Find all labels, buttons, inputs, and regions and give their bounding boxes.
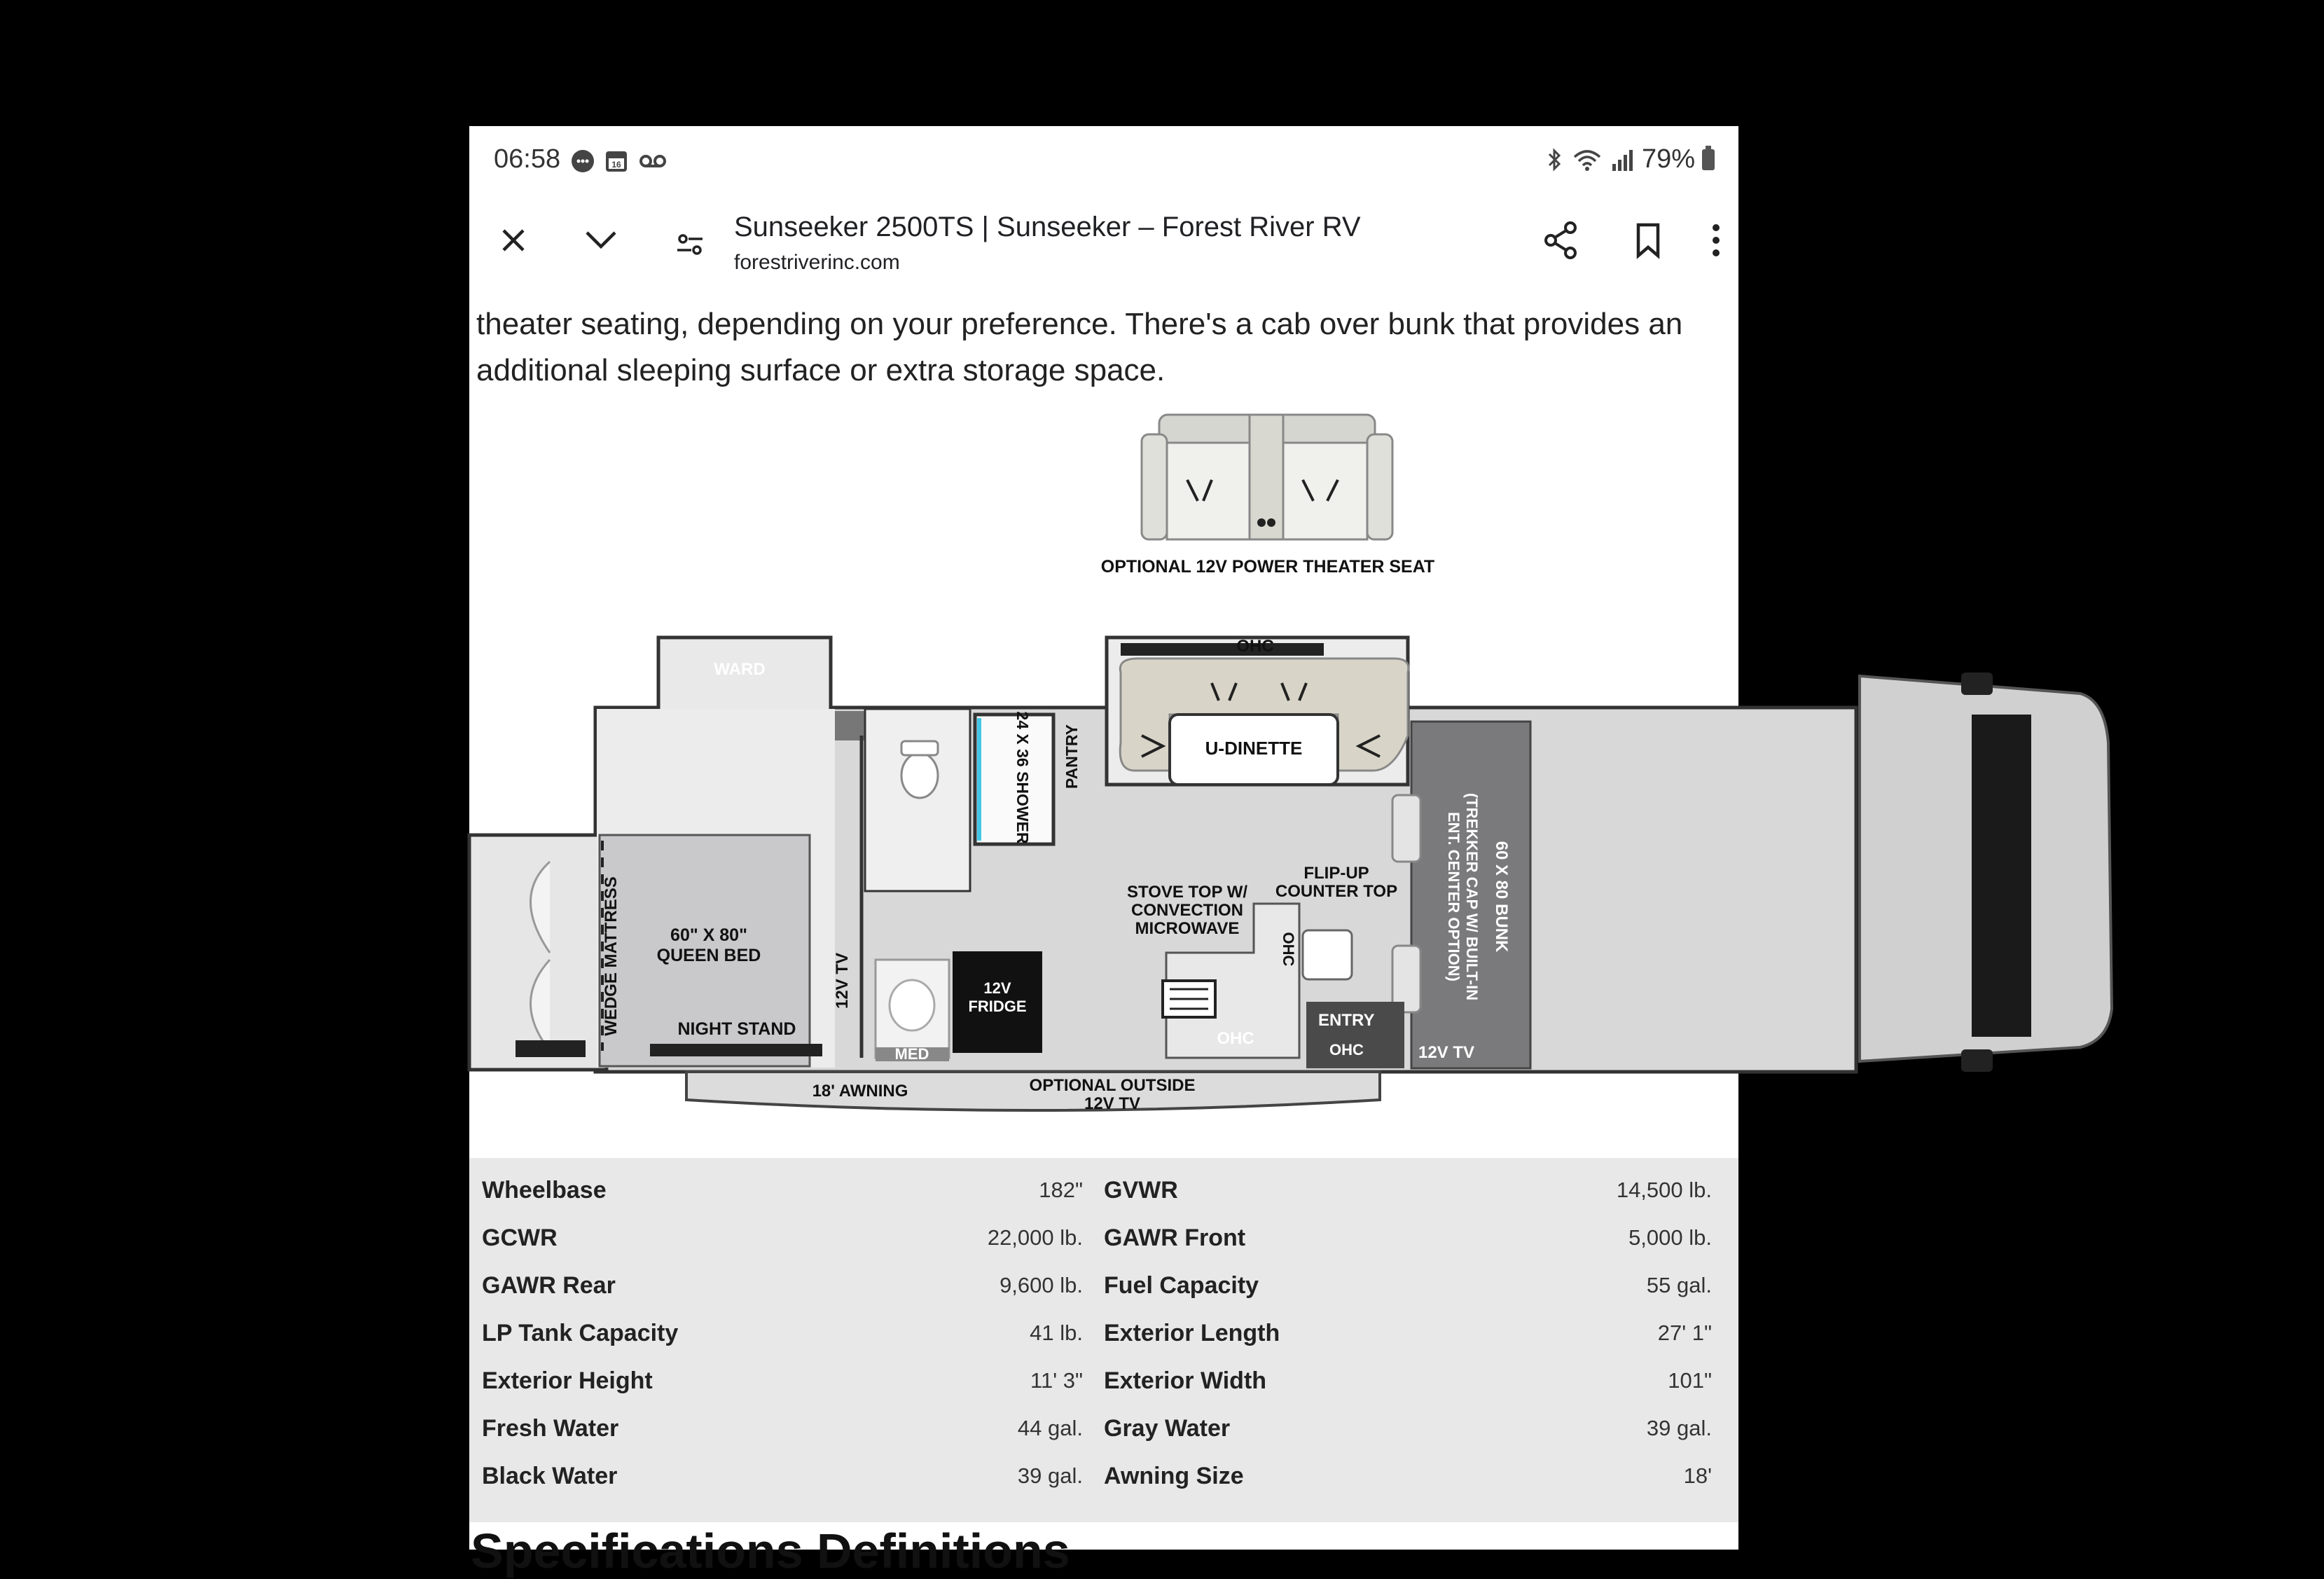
ward-label: WARD (714, 660, 766, 679)
spec-row: Gray Water 39 gal. (1104, 1414, 1712, 1442)
status-bar (469, 126, 1738, 196)
page-url[interactable]: forestriverinc.com (734, 251, 900, 274)
tune-icon (675, 230, 705, 258)
close-icon (499, 226, 527, 254)
spec-row: Fuel Capacity 55 gal. (1104, 1271, 1712, 1299)
stove-label-2: CONVECTION (1130, 901, 1244, 920)
pantry-label: PANTRY (1063, 724, 1081, 789)
shower-label: 24 X 36 SHOWER (1014, 711, 1032, 844)
queen-bed-label: QUEEN BED (656, 946, 761, 965)
close-button[interactable] (482, 209, 545, 272)
battery-percent: 79% (1641, 144, 1695, 174)
outside-tv-label-1: OPTIONAL OUTSIDE (1029, 1076, 1196, 1095)
spec-row: Black Water 39 gal. (482, 1462, 1083, 1489)
theater-seat-label: OPTIONAL 12V POWER THEATER SEAT (1100, 557, 1435, 577)
spec-row: Exterior Length 27' 1" (1104, 1319, 1712, 1346)
site-settings-button[interactable] (658, 213, 721, 276)
flip-up-label-1: FLIP-UP (1303, 864, 1369, 883)
outside-tv-label-2: 12V TV (1084, 1094, 1141, 1113)
ohc-dinette-label: OHC (1236, 637, 1274, 656)
minimize-button[interactable] (569, 209, 632, 272)
battery-icon (1702, 149, 1715, 170)
bedroom-tv-label: 12V TV (833, 952, 852, 1009)
spec-row: Wheelbase 182" (482, 1176, 1083, 1204)
bunk-label: 60 X 80 BUNK (1492, 841, 1511, 953)
share-button[interactable] (1529, 209, 1592, 272)
toilet (901, 753, 938, 798)
entry-label: ENTRY (1318, 1011, 1375, 1030)
voicemail-icon (637, 149, 668, 174)
night-stand-label: NIGHT STAND (677, 1019, 796, 1039)
chevron-down-icon (584, 230, 618, 251)
spec-row: GCWR 22,000 lb. (482, 1224, 1083, 1251)
bunk-note-1: (TREKKER CAP W/ BUILT-IN (1463, 792, 1481, 1001)
spec-definitions-heading: Specifications Definitions (471, 1524, 1070, 1578)
status-time: 06:58 (494, 144, 561, 174)
spec-row: Awning Size 18' (1104, 1462, 1712, 1489)
custom-tab-toolbar (469, 196, 1738, 301)
svg-text:16: 16 (611, 160, 621, 170)
bathroom (865, 709, 970, 891)
spec-row: GAWR Rear 9,600 lb. (482, 1271, 1083, 1299)
intro-paragraph: theater seating, depending on your preference. There's a cab over bunk that provides an additional sleeping surface or extra storage space. (476, 307, 1683, 387)
more-vert-icon (1711, 223, 1721, 258)
browser-window (469, 126, 1738, 1578)
theater-seat (1142, 415, 1392, 539)
med-label: MED (894, 1045, 929, 1063)
ohc-entry-label: OHC (1329, 1041, 1364, 1059)
signal-icon (1610, 147, 1635, 172)
status-right (1544, 144, 1715, 174)
bluetooth-icon (1544, 147, 1565, 172)
spec-row: Exterior Height 11' 3" (482, 1367, 1083, 1394)
specifications-table (469, 1158, 1738, 1522)
flip-up-label-2: COUNTER TOP (1275, 882, 1398, 901)
stove-label-3: MICROWAVE (1135, 919, 1240, 938)
chat-bubble-icon (570, 149, 595, 174)
spec-row: LP Tank Capacity 41 lb. (482, 1319, 1083, 1346)
fridge-label-2: FRIDGE (968, 998, 1027, 1015)
more-options-button[interactable] (1695, 209, 1737, 272)
awning-label: 18' AWNING (812, 1082, 908, 1101)
page-title[interactable]: Sunseeker 2500TS | Sunseeker – Forest River RV (734, 212, 1361, 242)
ohc-aisle-label: OHC (1217, 1029, 1254, 1048)
cab-tv-label: 12V TV (1418, 1043, 1475, 1062)
fridge-label-1: 12V (983, 979, 1011, 997)
wedge-mattress-label: WEDGE MATTRESS (602, 876, 621, 1036)
spec-row: GAWR Front 5,000 lb. (1104, 1224, 1712, 1251)
spec-row: GVWR 14,500 lb. (1104, 1176, 1712, 1204)
bunk-note-2: ENT. CENTER OPTION) (1445, 811, 1462, 982)
spec-row: Fresh Water 44 gal. (482, 1414, 1083, 1442)
spec-row: Exterior Width 101" (1104, 1367, 1712, 1394)
calendar-icon (604, 149, 629, 174)
ohc-kitchen-label: OHC (1280, 932, 1297, 967)
stove-label-1: STOVE TOP W/ (1126, 883, 1248, 902)
wifi-icon (1572, 147, 1603, 172)
queen-bed-dims: 60" X 80" (670, 925, 747, 945)
bookmark-button[interactable] (1617, 209, 1680, 272)
page-content (469, 301, 1738, 1578)
windshield (1972, 715, 2031, 1037)
bookmark-icon (1634, 222, 1662, 258)
u-dinette-label: U-DINETTE (1205, 738, 1303, 759)
floorplan-image (469, 406, 1738, 1145)
share-icon (1542, 221, 1579, 260)
